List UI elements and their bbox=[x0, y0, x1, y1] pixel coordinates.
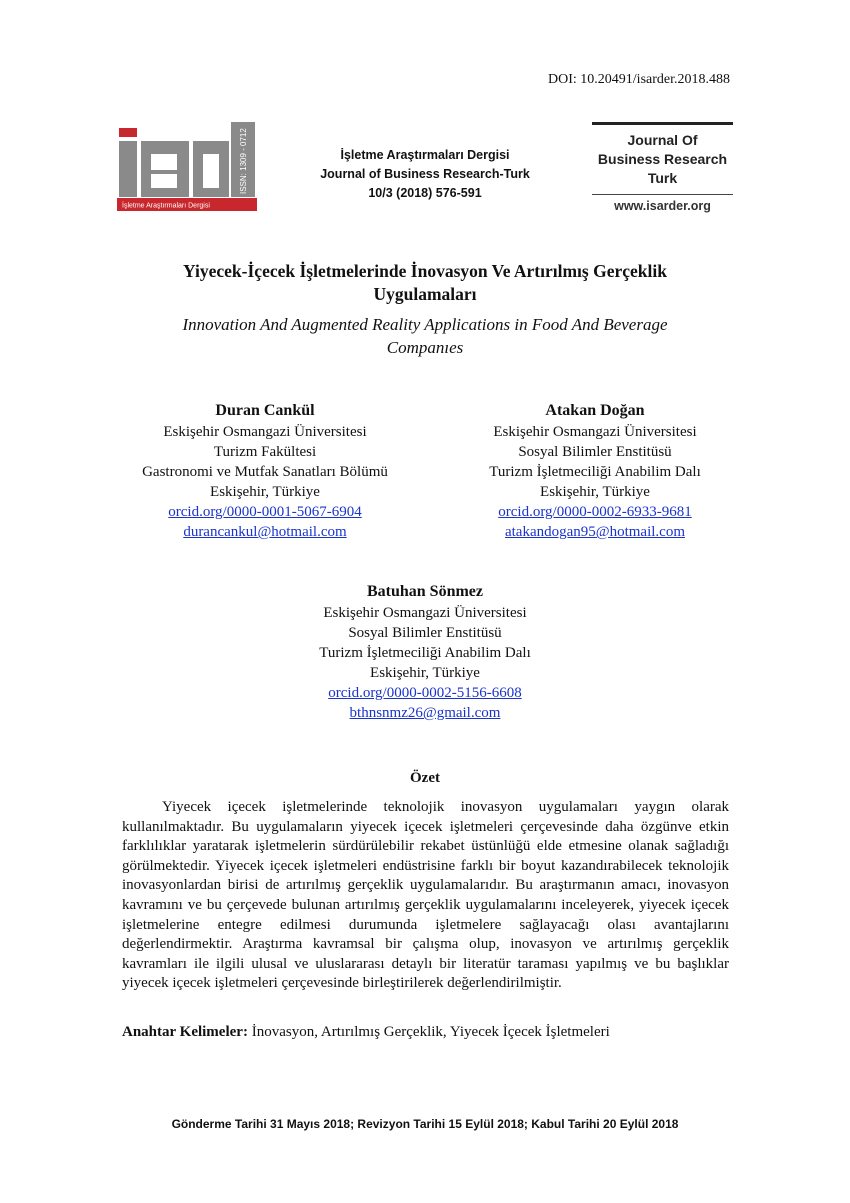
journal-logo bbox=[117, 122, 257, 212]
paper-title-tr bbox=[100, 260, 750, 306]
brand-line-2: Business Research bbox=[597, 151, 728, 167]
bottom-rule bbox=[592, 194, 733, 195]
journal-website: www.isarder.org bbox=[614, 199, 711, 213]
email-link[interactable]: atakandogan95@hotmail.com bbox=[504, 524, 685, 540]
author-faculty: Turizm Fakültesi bbox=[213, 444, 317, 460]
author-department: Turizm İşletmeciliği Anabilim Dalı bbox=[489, 464, 701, 480]
journal-name-tr: İşletme Araştırmaları Dergisi bbox=[340, 148, 510, 162]
author-name: Duran Cankül bbox=[215, 402, 315, 419]
journal-name-en: Journal of Business Research-Turk bbox=[320, 167, 530, 181]
author-institute: Sosyal Bilimler Enstitüsü bbox=[348, 625, 502, 641]
title-tr-line-1: Yiyecek-İçecek İşletmelerinde İnovasyon Ve Artırılmış Gerçeklik bbox=[183, 261, 667, 281]
author-block-2 bbox=[440, 400, 750, 542]
orcid-link[interactable]: orcid.org/0000-0002-5156-6608 bbox=[328, 685, 522, 701]
doi: DOI: 10.20491/isarder.2018.488 bbox=[548, 72, 730, 87]
journal-volume: 10/3 (2018) 576-591 bbox=[368, 186, 482, 200]
journal-info bbox=[305, 146, 545, 203]
author-block-1 bbox=[110, 400, 420, 542]
orcid-link[interactable]: orcid.org/0000-0002-6933-9681 bbox=[498, 504, 692, 520]
author-university: Eskişehir Osmangazi Üniversitesi bbox=[493, 424, 697, 440]
author-location: Eskişehir, Türkiye bbox=[370, 665, 480, 681]
author-location: Eskişehir, Türkiye bbox=[540, 484, 650, 500]
paper-title-en bbox=[100, 313, 750, 359]
email-link[interactable]: durancankul@hotmail.com bbox=[183, 524, 347, 540]
keywords-label: Anahtar Kelimeler: bbox=[122, 1024, 248, 1040]
logo-subtitle: İşletme Araştırmaları Dergisi bbox=[122, 202, 210, 210]
abstract-text: Yiyecek içecek işletmelerinde teknolojik inovasyon uygulamaları yaygın olarak kullanılmaktadır. Bu uygulamaların yiyecek içecek işletmeleri çerçevesinde daha özgünve etkin farklılıklar yaratarak işletmelerin sürdürülebilir rekabet üstünlüğü elde etmesine olanak sağladığı görülmektedir. Yiyecek içecek işletmeleri endüstrisine farklı bir boyut kazandırabilecek teknolojik inovasyonlardan birisi de artırılmış gerçeklik uygulamalarıdır. Bu araştırmanın amacı, inovasyon kavramını ve bu çerçevede bulunan artırılmış gerçeklik uygulamalarını inceleyerek, yiyecek içecek işletmelerine entegre edilmesi durumunda işletmelere sağlayacağı olası avantajlarını değerlendirmektir. Araştırma kavramsal bir çalışma olup, inovasyon ve artırılmış gerçeklik kavramları ile ilgili ulusal ve uluslararası detaylı bir literatür taraması yapılmış ve bu başlıklar yiyecek içecek işletmeleri çerçevesinde birleştirilerek değerlendirilmiştir. bbox=[122, 799, 729, 992]
submission-dates: Gönderme Tarihi 31 Mayıs 2018; Revizyon Tarihi 15 Eylül 2018; Kabul Tarihi 20 Eylül 2018 bbox=[171, 1117, 679, 1131]
email-link[interactable]: bthnsnmz26@gmail.com bbox=[349, 705, 501, 721]
title-en-line-1: Innovation And Augmented Reality Applications in Food And Beverage bbox=[182, 315, 668, 334]
author-location: Eskişehir, Türkiye bbox=[210, 484, 320, 500]
author-university: Eskişehir Osmangazi Üniversitesi bbox=[323, 605, 527, 621]
author-name: Atakan Doğan bbox=[545, 402, 645, 419]
iad-logo-graphic bbox=[117, 122, 257, 212]
author-name: Batuhan Sönmez bbox=[366, 583, 484, 600]
brand-line-3: Turk bbox=[647, 170, 678, 186]
orcid-link[interactable]: orcid.org/0000-0001-5067-6904 bbox=[168, 504, 362, 520]
issn-text: ISSN: 1309 - 0712 bbox=[239, 128, 248, 194]
author-department: Turizm İşletmeciliği Anabilim Dalı bbox=[319, 645, 531, 661]
brand-line-1: Journal Of bbox=[627, 132, 698, 148]
abstract-heading: Özet bbox=[410, 770, 440, 786]
journal-brand bbox=[592, 122, 733, 213]
top-rule bbox=[592, 122, 733, 125]
keywords-value: İnovasyon, Artırılmış Gerçeklik, Yiyecek İçecek İşletmeleri bbox=[251, 1024, 610, 1040]
keywords bbox=[122, 1024, 729, 1041]
author-university: Eskişehir Osmangazi Üniversitesi bbox=[163, 424, 367, 440]
title-tr-line-2: Uygulamaları bbox=[373, 284, 477, 304]
author-department: Gastronomi ve Mutfak Sanatları Bölümü bbox=[142, 464, 388, 480]
title-en-line-2: Companıes bbox=[386, 338, 464, 357]
author-institute: Sosyal Bilimler Enstitüsü bbox=[518, 444, 672, 460]
author-block-3 bbox=[270, 581, 580, 723]
